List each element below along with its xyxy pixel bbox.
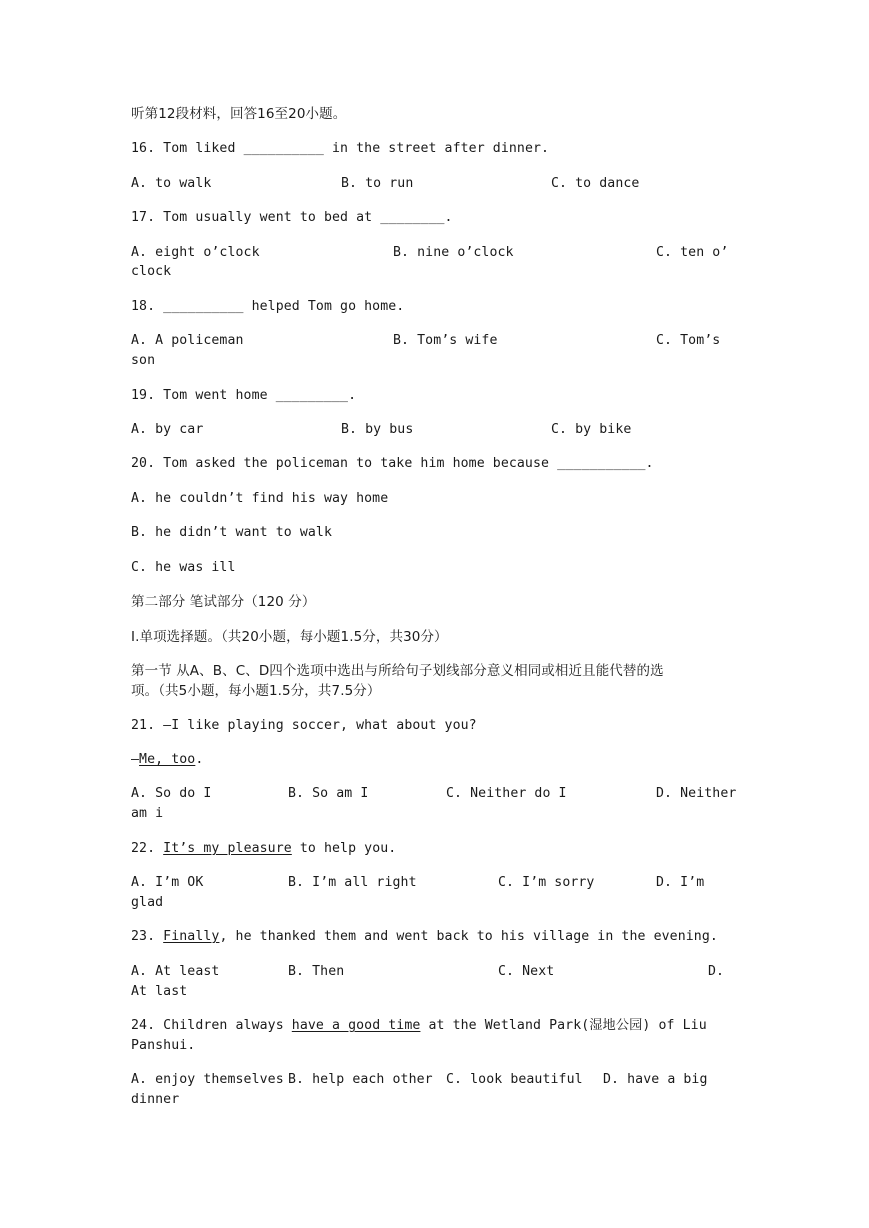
q17-option-c: C. ten o’ <box>656 245 729 260</box>
listening-intro: 听第12段材料，回答16至20小题。 <box>131 106 347 122</box>
q20-option-a: A. he couldn’t find his way home <box>131 491 389 506</box>
q21-reply-dash: — <box>131 752 140 767</box>
q20-option-c: C. he was ill <box>131 560 236 575</box>
q23-option-c: C. Next <box>498 964 555 979</box>
q22-num: 22. <box>131 841 164 856</box>
q22-option-c: C. I’m sorry <box>498 875 595 890</box>
part2-title: 第二部分 笔试部分（120 分） <box>131 594 316 610</box>
q22-rest: to help you. <box>291 841 397 856</box>
q16-option-c: C. to dance <box>551 176 640 191</box>
q24-num: 24. Children always <box>131 1018 292 1033</box>
question-18: 18. __________ helped Tom go home. <box>131 299 405 314</box>
q18-option-b: B. Tom’s wife <box>393 333 498 348</box>
q24-underlined: have a good time <box>291 1018 421 1033</box>
q17-option-b: B. nine o’clock <box>393 245 514 260</box>
q22-option-d: D. I’m <box>656 875 705 890</box>
q23-underlined: Finally <box>163 929 220 944</box>
q21-underlined: Me, too <box>139 752 196 767</box>
q24-option-d-wrap: dinner <box>131 1092 180 1107</box>
q16-prefix: 16. Tom liked <box>131 141 244 156</box>
q19-option-a: A. by car <box>131 422 204 437</box>
q21-option-d: D. Neither <box>656 786 737 801</box>
q20-option-b: B. he didn’t want to walk <box>131 525 332 540</box>
q23-num: 23. <box>131 929 164 944</box>
q23-option-a: A. At least <box>131 964 220 979</box>
q19-option-b: B. by bus <box>341 422 414 437</box>
question-21: 21. —I like playing soccer, what about you? <box>131 718 477 733</box>
q24-option-d: D. have a big <box>603 1072 708 1087</box>
q21-reply-end: . <box>195 752 204 767</box>
q24-option-a: A. enjoy themselves <box>131 1072 284 1087</box>
q22-option-d-wrap: glad <box>131 895 164 910</box>
q24-option-c: C. look beautiful <box>446 1072 583 1087</box>
question-23 <box>131 927 718 947</box>
q18-option-c: C. Tom’s <box>656 333 721 348</box>
q17-option-a: A. eight o’clock <box>131 245 260 260</box>
q23-option-d: D. <box>708 964 725 979</box>
q18-option-a: A. A policeman <box>131 333 244 348</box>
q16-option-a: A. to walk <box>131 176 212 191</box>
instruction-line-2: 项。（共5小题，每小题1.5分，共7.5分） <box>131 683 381 699</box>
q23-option-b: B. Then <box>288 964 345 979</box>
q22-underlined: It’s my pleasure <box>163 841 292 856</box>
question-16 <box>131 139 549 159</box>
q16-suffix: in the street after dinner. <box>323 141 550 156</box>
q16-option-b: B. to run <box>341 176 414 191</box>
question-19: 19. Tom went home _________. <box>131 388 357 403</box>
q24-rest: at the Wetland Park(湿地公园) of Liu <box>420 1018 707 1033</box>
q21-reply <box>131 750 203 770</box>
question-17: 17. Tom usually went to bed at ________. <box>131 210 453 225</box>
q16-blank: __________ <box>243 141 324 156</box>
q22-option-b: B. I’m all right <box>288 875 417 890</box>
q23-option-d-wrap: At last <box>131 984 188 999</box>
q21-option-d-wrap: am i <box>131 806 164 821</box>
question-20: 20. Tom asked the policeman to take him home because ___________. <box>131 456 654 471</box>
question-22 <box>131 839 396 859</box>
q24-option-b: B. help each other <box>288 1072 433 1087</box>
q19-option-c: C. by bike <box>551 422 632 437</box>
q21-option-a: A. So do I <box>131 786 212 801</box>
instruction-line-1: 第一节 从A、B、C、D四个选项中选出与所给句子划线部分意义相同或相近且能代替的选 <box>131 663 664 679</box>
q17-option-c-wrap: clock <box>131 264 172 279</box>
question-24 <box>131 1016 707 1036</box>
q21-option-b: B. So am I <box>288 786 369 801</box>
section1-title: Ⅰ.单项选择题。（共20小题，每小题1.5分，共30分） <box>131 629 448 645</box>
q18-option-c-wrap: son <box>131 353 156 368</box>
q24-wrap: Panshui. <box>131 1038 196 1053</box>
q22-option-a: A. I’m OK <box>131 875 204 890</box>
q21-option-c: C. Neither do I <box>446 786 567 801</box>
q23-rest: , he thanked them and went back to his village in the evening. <box>219 929 718 944</box>
